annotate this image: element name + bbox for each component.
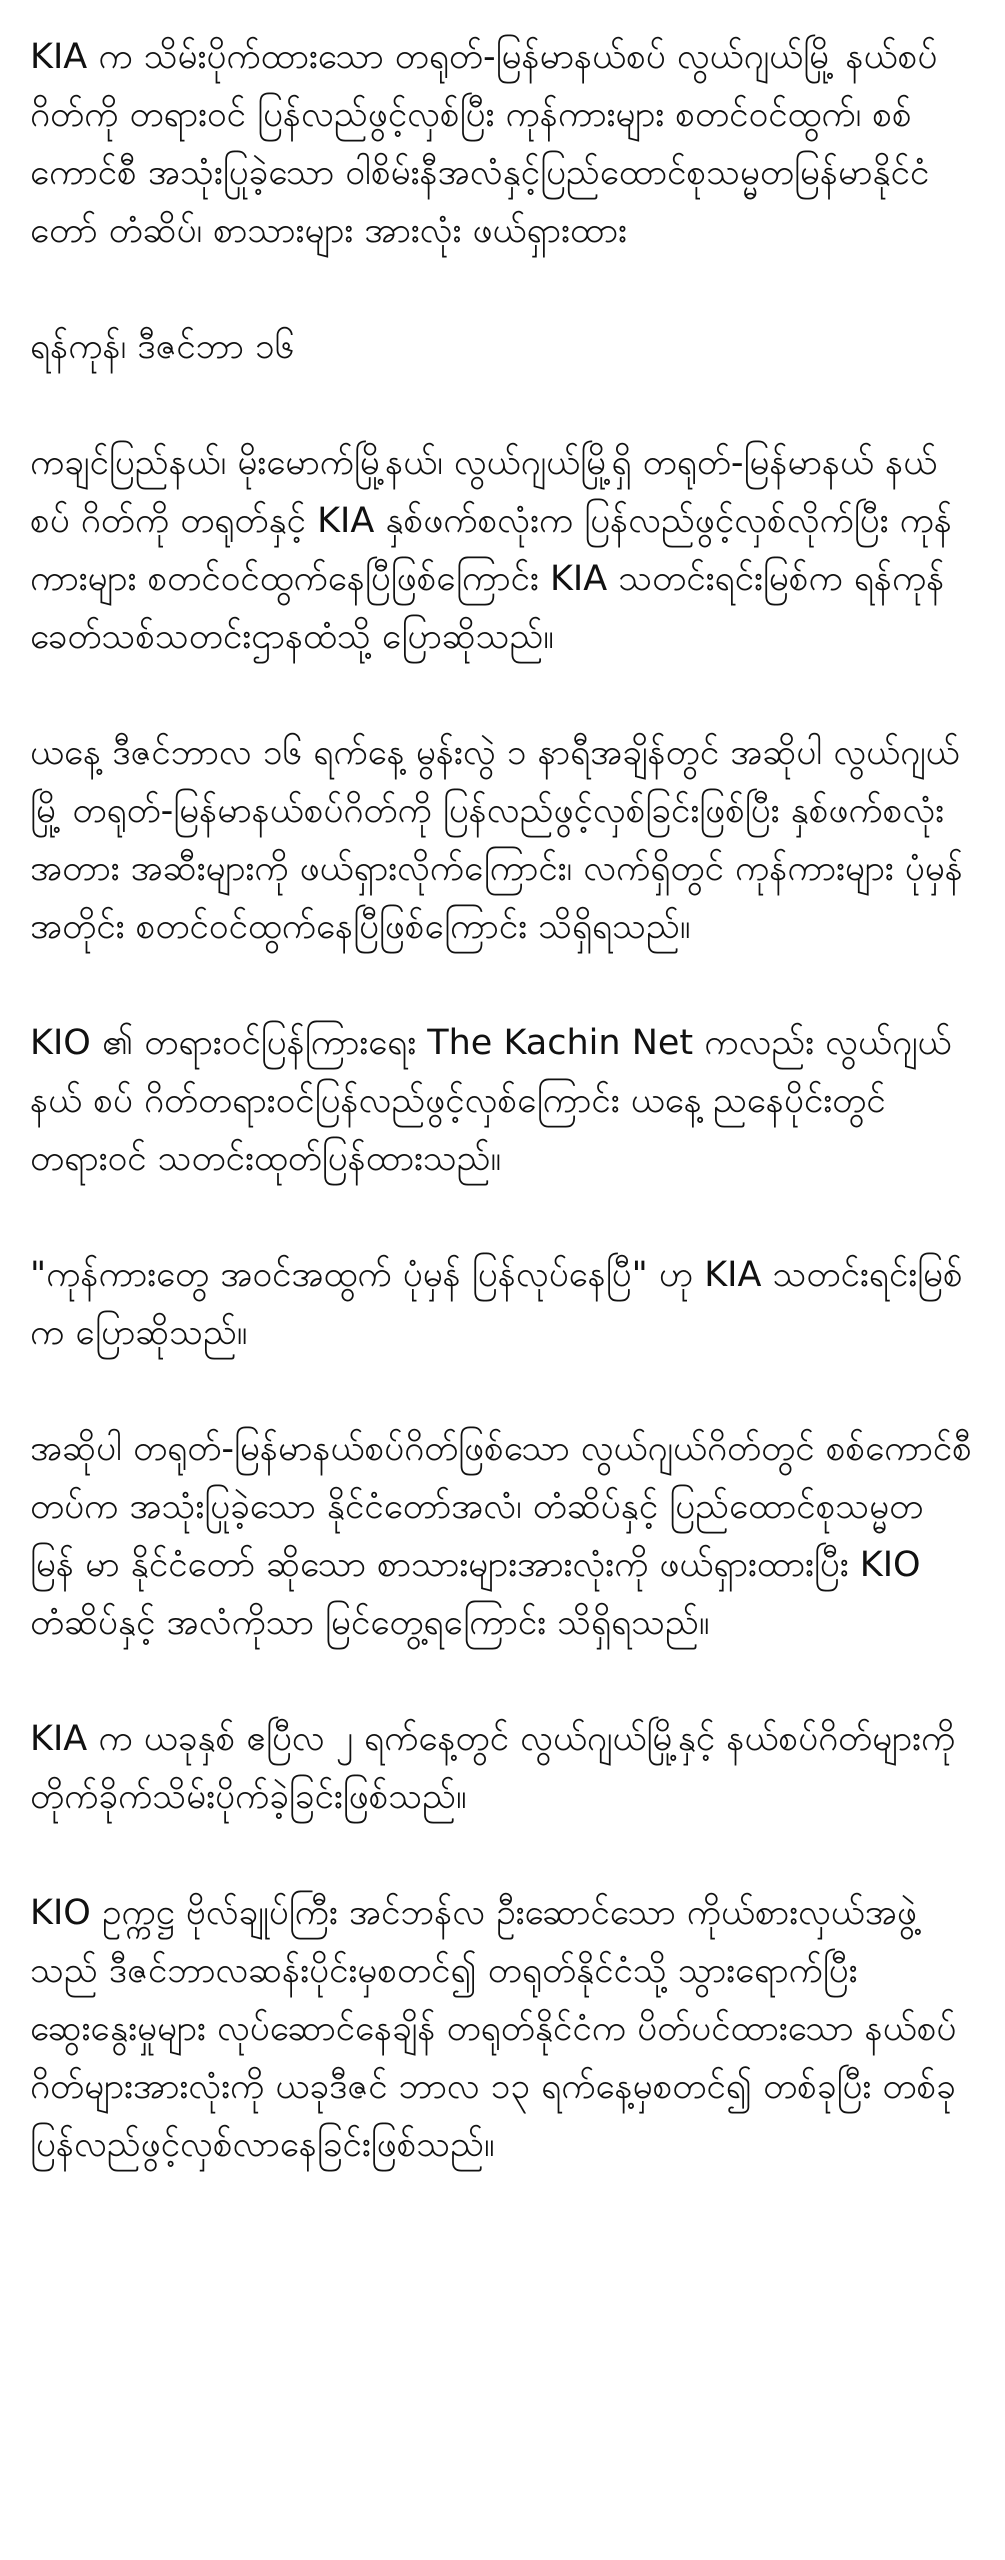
article-paragraph: ယနေ့ ဒီဇင်ဘာလ ၁၆ ရက်နေ့ မွန်းလွဲ ၁ နာရီအချိန်တွင် အဆိုပါ လွယ်ဂျယ်မြို့ တရုတ်-မြန်မာနယ်စပ်ဂိတ်ကို ပြန်လည်ဖွင့်လှစ်ခြင်းဖြစ်ပြီး နှစ်ဖက်စလုံး အတား အဆီးများကို ဖယ်ရှားလိုက်ကြောင်း၊ လက်ရှိတွင် ကုန်ကားများ ပုံမှန်အတိုင်း စတင်ဝင်ထွက်နေပြီဖြစ်ကြောင်း သိရှိရသည်။ <box>30 733 963 947</box>
article-paragraph: KIO ဥက္ကဋ္ဌ ဗိုလ်ချုပ်ကြီး အင်ဘန်လ ဦးဆောင်သော ကိုယ်စားလှယ်အဖွဲ့သည် ဒီဇင်ဘာလဆန်းပိုင်းမှစတင်၍ တရုတ်နိုင်ငံသို့ သွားရောက်ပြီး ဆွေးနွေးမှုများ လုပ်ဆောင်နေချိန် တရုတ်နိုင်ငံက ပိတ်ပင်ထားသော နယ်စပ်ဂိတ်များအားလုံးကို ယခုဒီဇင် ဘာလ ၁၃ ရက်နေ့မှစတင်၍ တစ်ခုပြီး တစ်ခု ပြန်လည်ဖွင့်လှစ်လာနေခြင်းဖြစ်သည်။ <box>30 1893 957 2165</box>
article-dateline: ရန်ကုန်၊ ဒီဇင်ဘာ ၁၆ <box>30 327 295 367</box>
article-paragraph: KIA က ယခုနှစ် ဧပြီလ ၂ ရက်နေ့တွင် လွယ်ဂျယ်မြို့နှင့် နယ်စပ်ဂိတ်များကို တိုက်ခိုက်သိမ်းပိုက်ခဲ့ခြင်းဖြစ်သည်။ <box>30 1719 956 1817</box>
article-paragraph: ကချင်ပြည်နယ်၊ မိုးမောက်မြို့နယ်၊ လွယ်ဂျယ်မြို့ရှိ တရုတ်-မြန်မာနယ် နယ် စပ် ဂိတ်ကို တရုတ်နှင့် KIA နှစ်ဖက်စလုံးက ပြန်လည်ဖွင့်လှစ်လိုက်ပြီး ကုန် ကားများ စတင်ဝင်ထွက်နေပြီဖြစ်ကြောင်း KIA သတင်းရင်းမြစ်က ရန်ကုန်ခေတ်သစ်သတင်းဌာနထံသို့ ပြောဆိုသည်။ <box>30 443 952 657</box>
article-quote: "ကုန်ကားတွေ အဝင်အထွက် ပုံမှန် ပြန်လုပ်နေပြီ" ဟု KIA သတင်းရင်းမြစ်က ပြောဆိုသည်။ <box>30 1255 963 1353</box>
article-paragraph: KIO ၏ တရားဝင်ပြန်ကြားရေး The Kachin Net ကလည်း လွယ်ဂျယ် နယ် စပ် ဂိတ်တရားဝင်ပြန်လည်ဖွင့်လှစ်ကြောင်း ယနေ့ ညနေပိုင်းတွင် တရားဝင် သတင်းထုတ်ပြန်ထားသည်။ <box>30 1023 952 1179</box>
article-headline: KIA က သိမ်းပိုက်ထားသော တရုတ်-မြန်မာနယ်စပ် လွယ်ဂျယ်မြို့ နယ်စပ်ဂိတ်ကို တရားဝင် ပြန်လည်ဖွင့်လှစ်ပြီး ကုန်ကားများ စတင်ဝင်ထွက်၊ စစ်ကောင်စီ အသုံးပြုခဲ့သော ဝါစိမ်းနီအလံနှင့်ပြည်ထောင်စုသမ္မတမြန်မာနိုင်ငံတော် တံဆိပ်၊ စာသားများ အားလုံး ဖယ်ရှားထား <box>30 37 938 251</box>
article-paragraph: အဆိုပါ တရုတ်-မြန်မာနယ်စပ်ဂိတ်ဖြစ်သော လွယ်ဂျယ်ဂိတ်တွင် စစ်ကောင်စီတပ်က အသုံးပြုခဲ့သော နိုင်ငံတော်အလံ၊ တံဆိပ်နှင့် ပြည်ထောင်စုသမ္မတ မြန် မာ နိုင်ငံတော် ဆိုသော စာသားများအားလုံးကို ဖယ်ရှားထားပြီး KIO တံဆိပ်နှင့် အလံကိုသာ မြင်တွေ့ရကြောင်း သိရှိရသည်။ <box>30 1429 972 1643</box>
